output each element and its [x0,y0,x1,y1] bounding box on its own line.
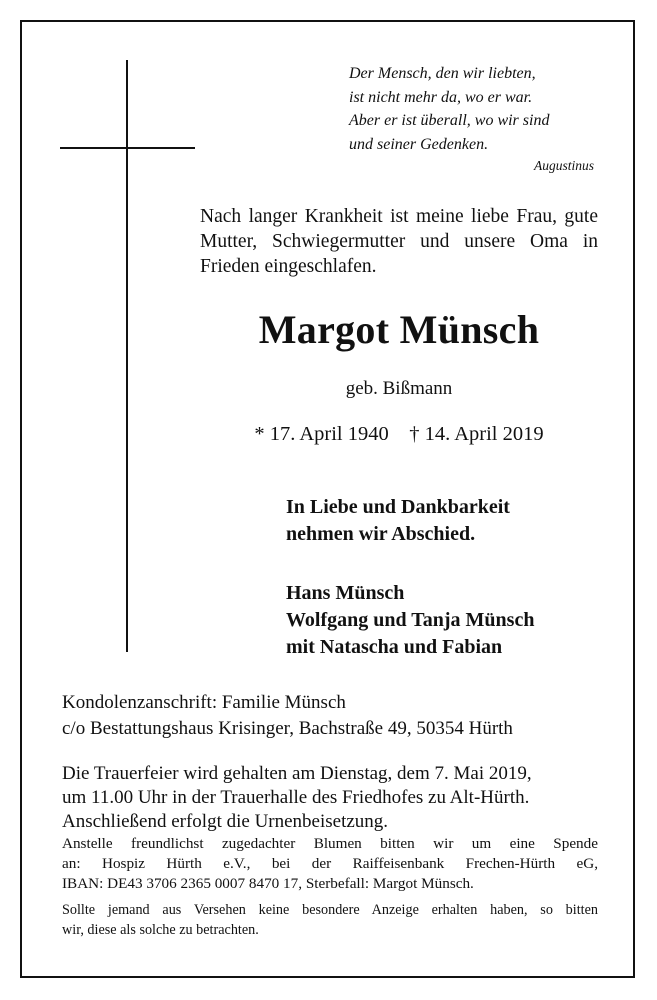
cross-horizontal-bar [60,147,195,149]
motto-line: Aber er ist überall, wo wir sind [349,112,550,129]
condolence-address [62,690,602,742]
address-line: Kondolenzanschrift: Familie Münsch [62,692,346,713]
life-dates: * 17. April 1940 † 14. April 2019 [254,423,544,445]
note-line: wir, diese als solche zu betrachten. [62,921,259,938]
notice-disclaimer [62,901,598,940]
donation-line: Anstelle freundlichst zugedachter Blumen bitten wir um eine Spende [62,835,598,852]
farewell-line: nehmen wir Abschied. [286,523,476,545]
deceased-name: Margot Münsch [258,307,540,352]
note-line: Sollte jemand aus Versehen keine besondere Anzeige erhalten haben, so bitten [62,902,598,918]
donation-line: an: Hospiz Hürth e.V., bei der Raiffeisenbank Frechen-Hürth eG, [62,855,598,872]
motto-line: Der Mensch, den wir liebten, [349,65,536,82]
ceremony-line: Die Trauerfeier wird gehalten am Dienstag, dem 7. Mai 2019, [62,763,532,784]
ceremony-line: Anschließend erfolgt die Urnenbeisetzung. [62,811,389,832]
family-line: mit Natascha und Fabian [286,636,503,658]
ceremony-info [62,762,598,834]
motto-line: ist nicht mehr da, wo er war. [349,88,533,106]
family-signature [286,580,606,661]
address-line: c/o Bestattungshaus Krisinger, Bachstraße 49, 50354 Hürth [62,718,513,739]
ceremony-line: um 11.00 Uhr in der Trauerhalle des Friedhofes zu Alt-Hürth. [62,787,530,808]
birth-name: geb. Bißmann [345,378,453,399]
farewell-text [286,494,606,548]
family-line: Hans Münsch [286,582,405,604]
motto-author: Augustinus [533,158,594,173]
intro-text: Nach langer Krankheit ist meine liebe Frau, gute Mutter, Schwiegermutter und unsere Oma in Frieden eingeschlafen. [200,206,598,277]
motto-line: und seiner Gedenken. [349,135,489,153]
family-line: Wolfgang und Tanja Münsch [286,609,535,631]
motto-quote [349,62,609,156]
farewell-line: In Liebe und Dankbarkeit [286,496,510,518]
donation-line: IBAN: DE43 3706 2365 0007 8470 17, Sterbefall: Margot Münsch. [62,875,474,892]
donation-request [62,834,598,894]
